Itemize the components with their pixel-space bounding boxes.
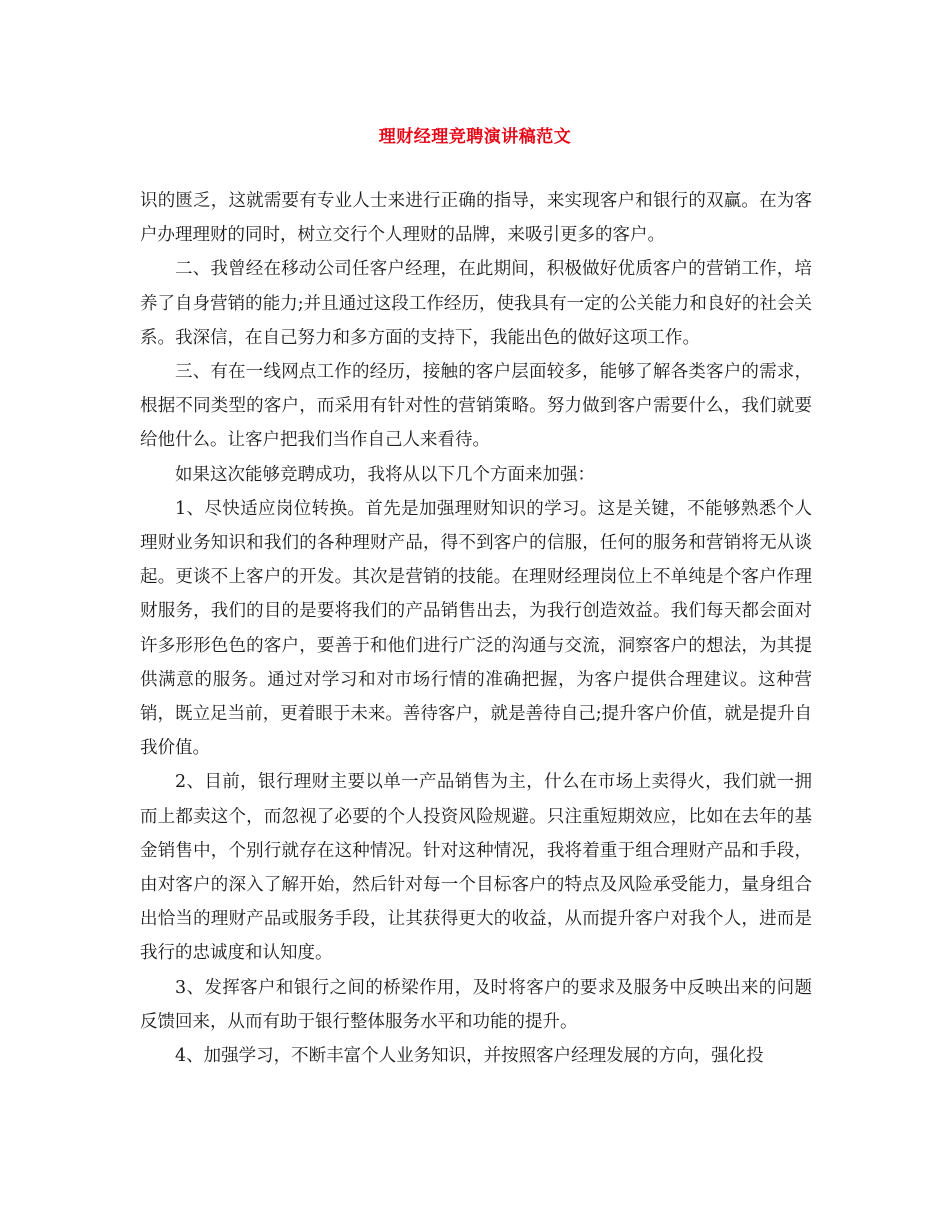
paragraph-8: 4、加强学习，不断丰富个人业务知识，并按照客户经理发展的方向，强化投 (175, 1046, 764, 1067)
paragraph-1: 识的匮乏，这就需要有专业人士来进行正确的指导，来实现客户和银行的双赢。在为客户办理理财的同时，树立交行个人理财的品牌，来吸引更多的客户。 (140, 191, 812, 246)
document-title: 理财经理竞聘演讲稿范文 (378, 127, 572, 147)
paragraph-7: 3、发挥客户和银行之间的桥梁作用，及时将客户的要求及服务中反映出来的问题反馈回来，从而有助于银行整体服务水平和功能的提升。 (140, 977, 812, 1032)
paragraph-2: 二、我曾经在移动公司任客户经理，在此期间，积极做好优质客户的营销工作，培养了自身营销的能力;并且通过这段工作经历，使我具有一定的公关能力和良好的社会关系。我深信，在自己努力和多方面的支持下，我能出色的做好这项工作。 (140, 259, 812, 348)
paragraph-6: 2、目前，银行理财主要以单一产品销售为主，什么在市场上卖得火，我们就一拥而上都卖这个，而忽视了必要的个人投资风险规避。只注重短期效应，比如在去年的基金销售中，个别行就存在这种情况。针对这种情况，我将着重于组合理财产品和手段，由对客户的深入了解开始，然后针对每一个目标客户的特点及风险承受能力，量身组合出恰当的理财产品或服务手段，让其获得更大的收益，从而提升客户对我个人，进而是我行的忠诚度和认知度。 (140, 772, 812, 964)
paragraph-3: 三、有在一线网点工作的经历，接触的客户层面较多，能够了解各类客户的需求，根据不同类型的客户，而采用有针对性的营销策略。努力做到客户需要什么，我们就要给他什么。让客户把我们当作自己人来看待。 (140, 362, 812, 451)
document-body (140, 184, 812, 1073)
paragraph-5: 1、尽快适应岗位转换。首先是加强理财知识的学习。这是关键，不能够熟悉个人理财业务知识和我们的各种理财产品，得不到客户的信服，任何的服务和营销将无从谈起。更谈不上客户的开发。其次是营销的技能。在理财经理岗位上不单纯是个客户作理财服务，我们的目的是要将我们的产品销售出去，为我行创造效益。我们每天都会面对许多形形色色的客户，要善于和他们进行广泛的沟通与交流，洞察客户的想法，为其提供满意的服务。通过对学习和对市场行情的准确把握，为客户提供合理建议。这种营销，既立足当前，更着眼于未来。善待客户，就是善待自己;提升客户价值，就是提升自我价值。 (140, 498, 812, 759)
paragraph-4: 如果这次能够竞聘成功，我将从以下几个方面来加强： (175, 464, 595, 485)
